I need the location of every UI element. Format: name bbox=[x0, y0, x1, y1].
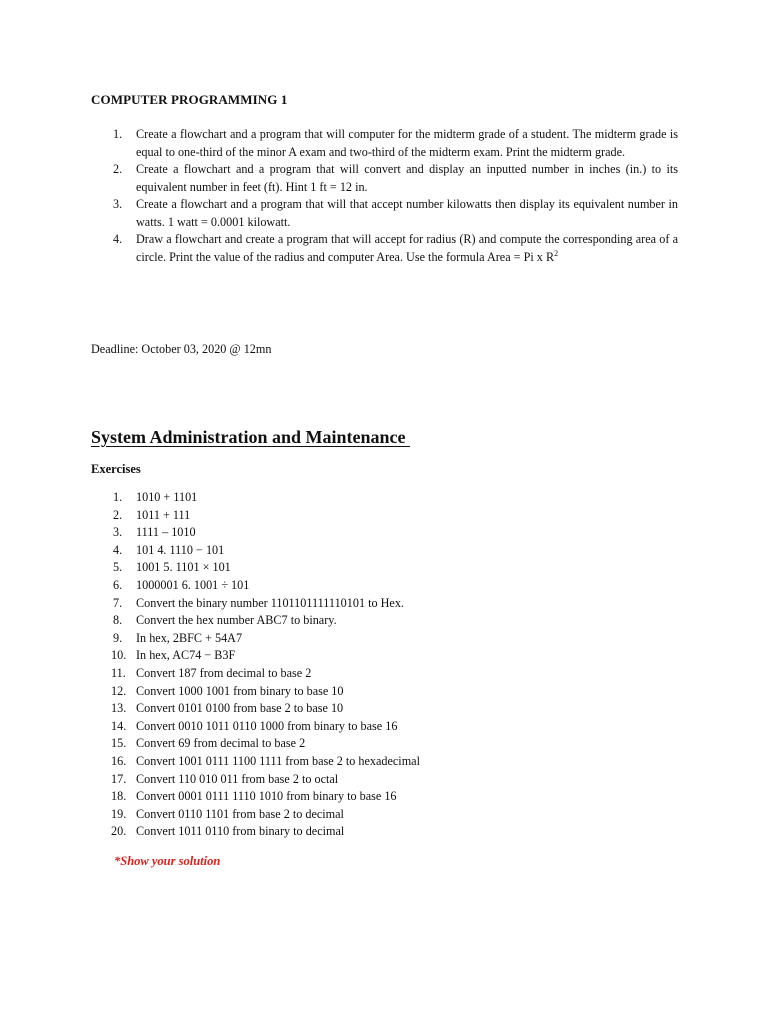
list-item bbox=[91, 788, 678, 806]
list-item bbox=[91, 630, 678, 648]
list-item bbox=[91, 577, 678, 595]
list-item bbox=[91, 196, 678, 231]
list-item bbox=[91, 647, 678, 665]
item-text: 1011 + 111 bbox=[136, 507, 191, 522]
list-item bbox=[91, 542, 678, 560]
list-item bbox=[91, 161, 678, 196]
item-text: 1000001 6. 1001 ÷ 101 bbox=[136, 577, 250, 592]
superscript-exponent: 2 bbox=[554, 248, 559, 258]
item-number: 19. bbox=[111, 806, 127, 821]
item-number: 10. bbox=[111, 648, 127, 663]
item-text: Convert 69 from decimal to base 2 bbox=[136, 736, 306, 751]
show-solution-note: *Show your solution bbox=[114, 854, 221, 868]
item-number: 2. bbox=[113, 162, 123, 176]
list-item bbox=[91, 507, 678, 525]
list-item bbox=[91, 683, 678, 701]
item-number: 6. bbox=[113, 577, 123, 592]
item-text: 1010 + 1101 bbox=[136, 490, 198, 504]
item-number: 4. bbox=[113, 232, 123, 246]
item-text: 101 4. 1110 − 101 bbox=[136, 542, 225, 557]
item-text: 1111 – 1010 bbox=[136, 525, 196, 540]
list-item bbox=[91, 231, 678, 266]
exercises-heading: Exercises bbox=[91, 462, 141, 476]
section-title-system-administration: System Administration and Maintenance bbox=[91, 427, 411, 447]
item-text: Create a flowchart and a program that will computer for the midterm grade of a student. The midterm grade is equal to one-third of the minor A exam and two-third of the midterm exam. Print the midterm grade. bbox=[136, 127, 678, 159]
list-item bbox=[91, 718, 678, 736]
item-number: 12. bbox=[111, 683, 127, 698]
list-item bbox=[91, 595, 678, 613]
item-text: In hex, AC74 − B3F bbox=[136, 648, 236, 663]
item-number: 5. bbox=[113, 560, 123, 575]
list-item bbox=[91, 735, 678, 753]
item-text: Convert 110 010 011 from base 2 to octal bbox=[136, 771, 339, 786]
item-text: Convert 0101 0100 from base 2 to base 10 bbox=[136, 701, 344, 716]
list-item bbox=[91, 612, 678, 630]
list-item bbox=[91, 753, 678, 771]
item-number: 20. bbox=[111, 824, 127, 839]
exercise-list bbox=[91, 489, 678, 841]
item-number: 14. bbox=[111, 718, 127, 733]
task-list bbox=[91, 126, 678, 266]
list-item bbox=[91, 700, 678, 718]
item-text: 1001 5. 1101 × 101 bbox=[136, 560, 231, 575]
item-text: Convert 1011 0110 from binary to decimal bbox=[136, 824, 345, 839]
item-text: Create a flowchart and a program that will convert and display an inputted number in inches (in.) to its equivalent number in feet (ft). Hint 1 ft = 12 in. bbox=[136, 162, 678, 194]
list-item bbox=[91, 665, 678, 683]
item-number: 13. bbox=[111, 701, 127, 716]
item-text: Convert the hex number ABC7 to binary. bbox=[136, 613, 337, 628]
item-text: Convert 0110 1101 from base 2 to decimal bbox=[136, 806, 344, 821]
item-number: 7. bbox=[113, 595, 123, 610]
list-item bbox=[91, 489, 678, 507]
item-number: 11. bbox=[111, 665, 126, 680]
list-item bbox=[91, 126, 678, 161]
item-number: 15. bbox=[111, 736, 127, 751]
section-title-computer-programming: COMPUTER PROGRAMMING 1 bbox=[91, 92, 288, 107]
item-number: 18. bbox=[111, 789, 127, 804]
list-item bbox=[91, 559, 678, 577]
list-item bbox=[91, 823, 678, 841]
item-text: Create a flowchart and a program that will that accept number kilowatts then display its equivalent number in watts. 1 watt = 0.0001 kilowatt. bbox=[136, 197, 678, 229]
item-number: 3. bbox=[113, 197, 123, 211]
list-item bbox=[91, 524, 678, 542]
item-text: Draw a flowchart and create a program that will accept for radius (R) and compute the corresponding area of a circle. Print the value of the radius and computer Area. Use the formula Area = Pi x R bbox=[136, 232, 678, 264]
item-number: 1. bbox=[113, 127, 123, 141]
item-number: 8. bbox=[113, 613, 123, 628]
item-number: 4. bbox=[113, 542, 123, 557]
item-text: Convert 0001 0111 1110 1010 from binary to base 16 bbox=[136, 789, 397, 804]
deadline-text: Deadline: October 03, 2020 @ 12mn bbox=[91, 342, 272, 356]
item-text: Convert the binary number 1101101111110101 to Hex. bbox=[136, 595, 404, 610]
item-text: Convert 1001 0111 1100 1111 from base 2 to hexadecimal bbox=[136, 753, 420, 768]
item-number: 9. bbox=[113, 630, 123, 645]
item-number: 2. bbox=[113, 507, 123, 522]
item-text: Convert 0010 1011 0110 1000 from binary to base 16 bbox=[136, 718, 398, 733]
item-number: 17. bbox=[111, 771, 127, 786]
item-text: Convert 1000 1001 from binary to base 10 bbox=[136, 683, 344, 698]
list-item bbox=[91, 771, 678, 789]
item-text: Convert 187 from decimal to base 2 bbox=[136, 665, 312, 680]
item-number: 3. bbox=[113, 525, 123, 540]
item-number: 1. bbox=[113, 490, 123, 504]
item-number: 16. bbox=[111, 753, 127, 768]
list-item bbox=[91, 806, 678, 824]
item-text: In hex, 2BFC + 54A7 bbox=[136, 630, 243, 645]
